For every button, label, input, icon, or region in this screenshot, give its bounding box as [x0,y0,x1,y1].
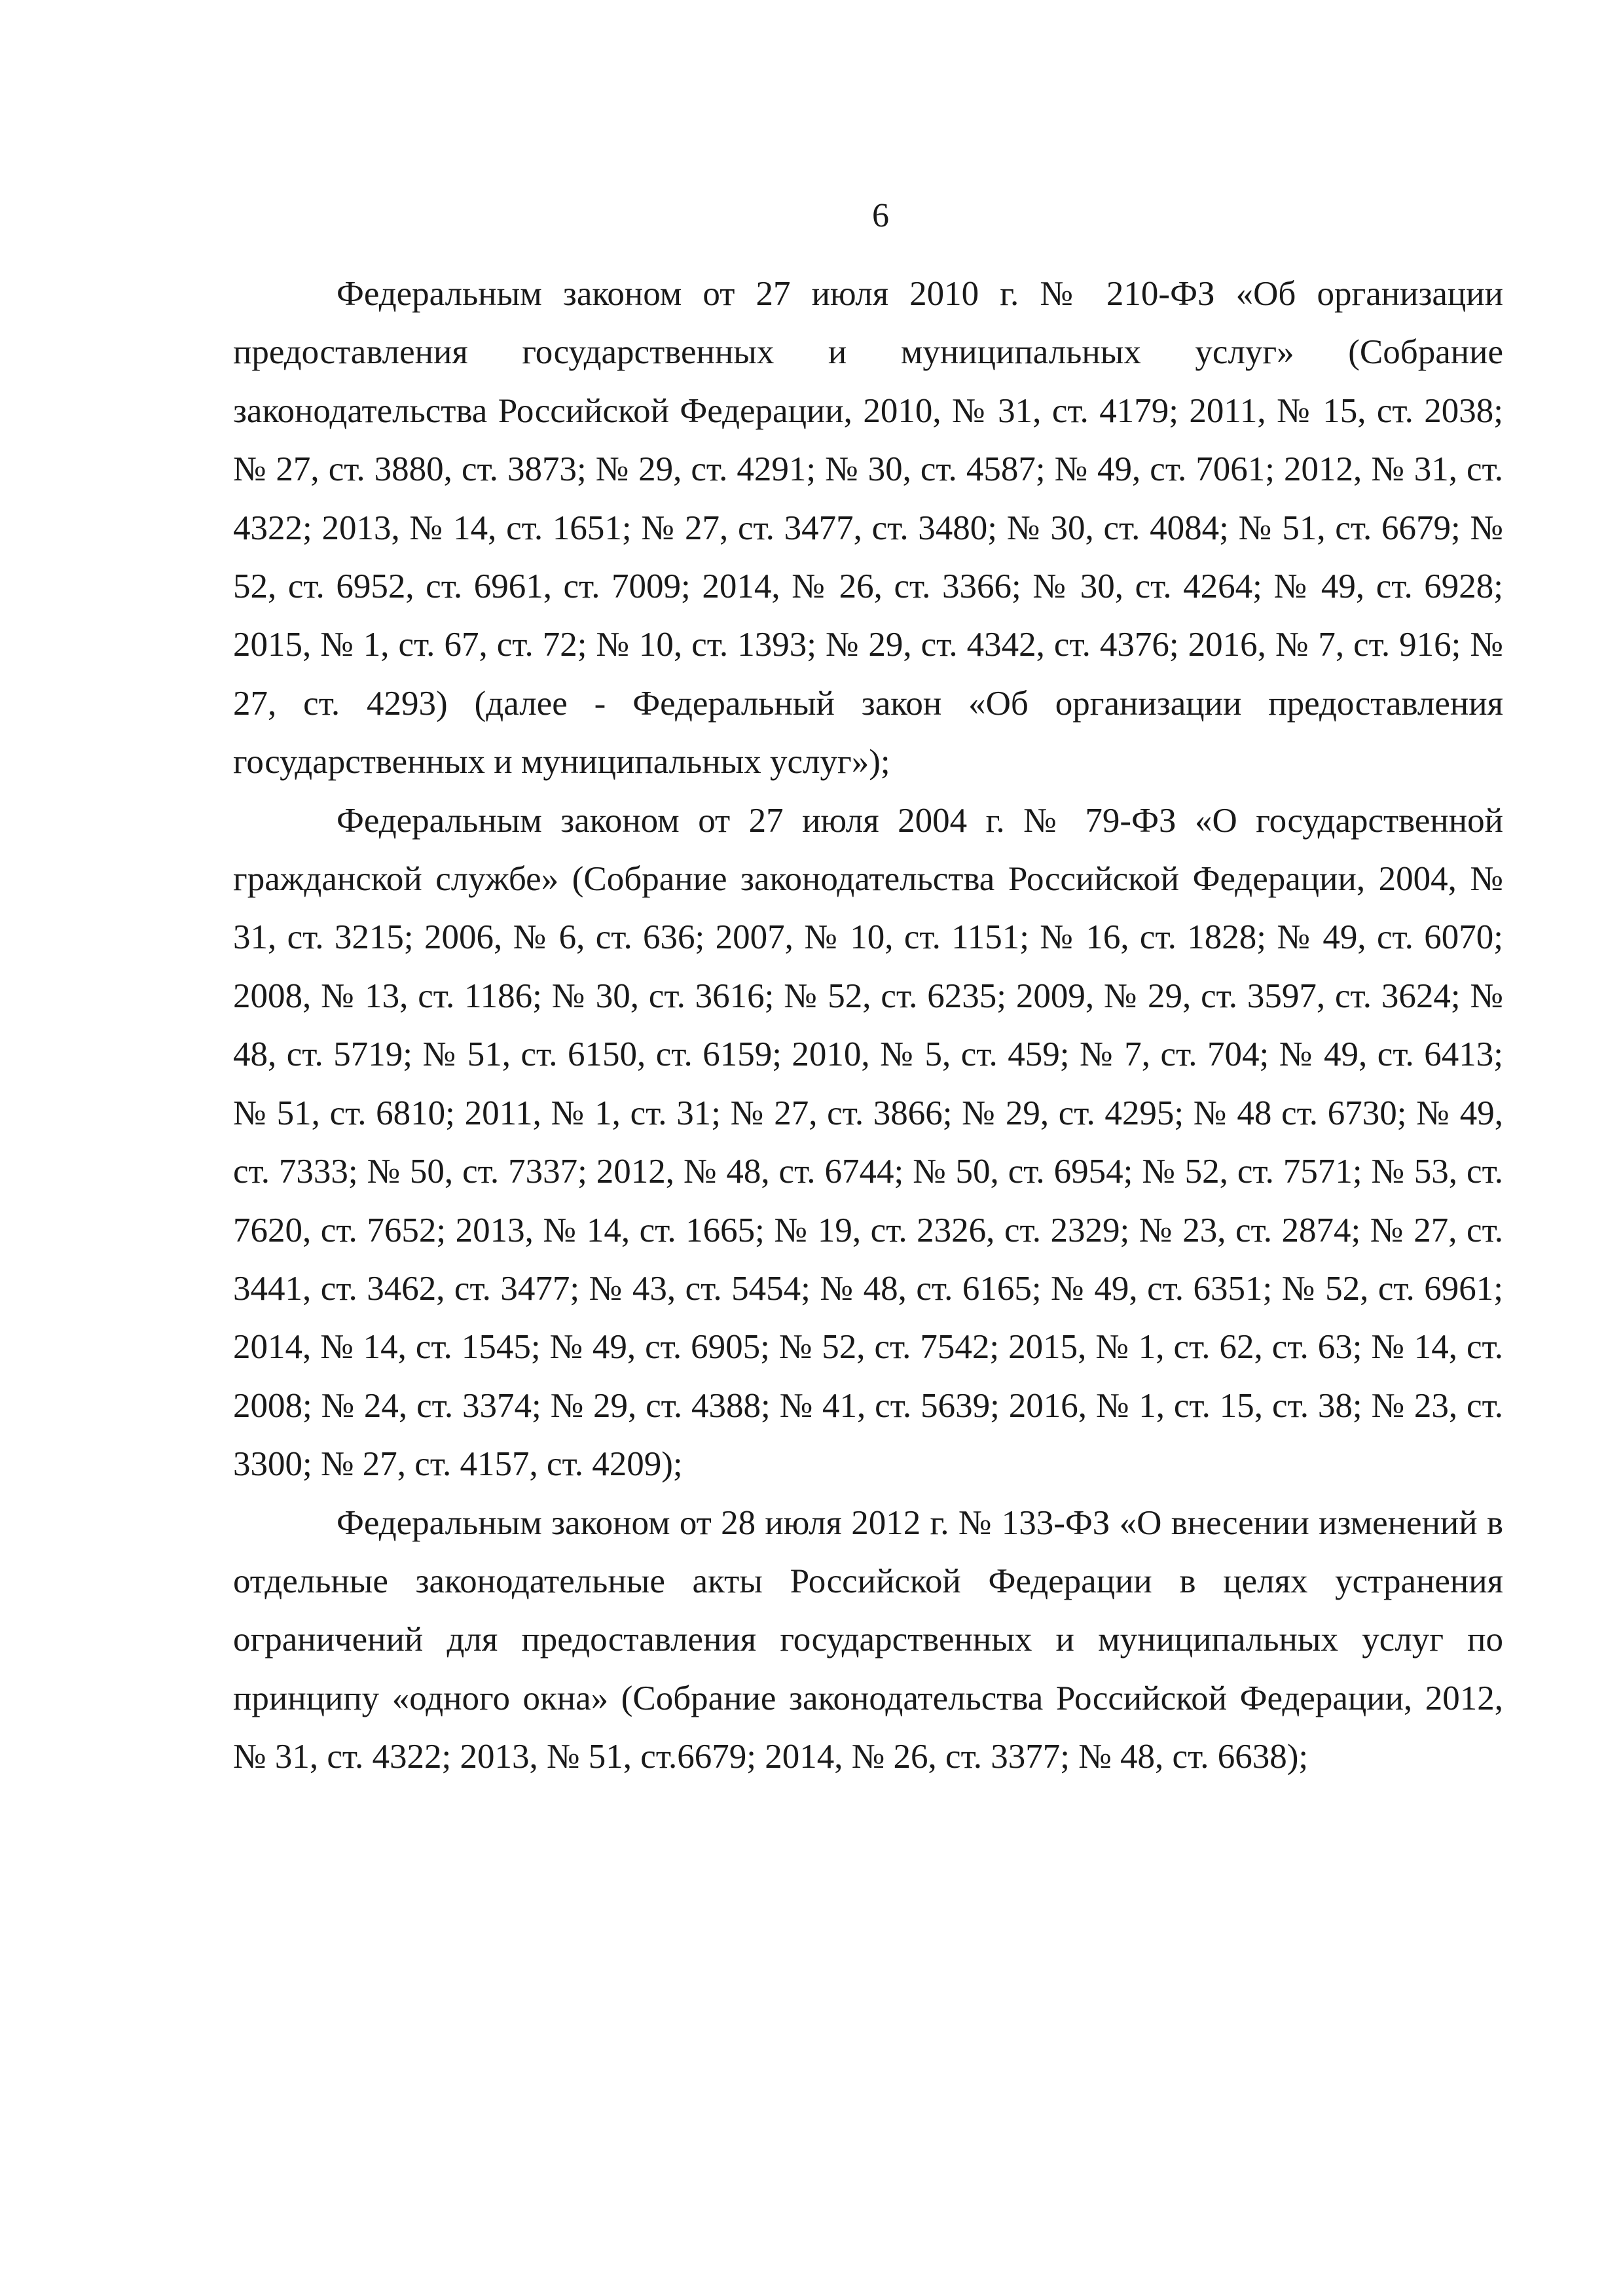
page-number: 6 [872,197,889,234]
paragraph-federal-law-79: Федеральным законом от 27 июля 2004 г. № 79-ФЗ «О государственной гражданской службе» (Собрание законодательства Российской Федерации, 2004, № 31, ст. 3215; 2006, № 6, ст. 636; 2007, № 10, ст. 1151; № 16, ст. 1828; № 49, ст. 6070; 2008, № 13, ст. 1186; № 30, ст. 3616; № 52, ст. 6235; 2009, № 29, ст. 3597, ст. 3624; № 48, ст. 5719; № 51, ст. 6150, ст. 6159; 2010, № 5, ст. 459; № 7, ст. 704; № 49, ст. 6413; № 51, ст. 6810; 2011, № 1, ст. 31; № 27, ст. 3866; № 29, ст. 4295; № 48 ст. 6730; № 49, ст. 7333; № 50, ст. 7337; 2012, № 48, ст. 6744; № 50, ст. 6954; № 52, ст. 7571; № 53, ст. 7620, ст. 7652; 2013, № 14, ст. 1665; № 19, ст. 2326, ст. 2329; № 23, ст. 2874; № 27, ст. 3441, ст. 3462, ст. 3477; № 43, ст. 5454; № 48, ст. 6165; № 49, ст. 6351; № 52, ст. 6961; 2014, № 14, ст. 1545; № 49, ст. 6905; № 52, ст. 7542; 2015, № 1, ст. 62, ст. 63; № 14, ст. 2008; № 24, ст. 3374; № 29, ст. 4388; № 41, ст. 5639; 2016, № 1, ст. 15, ст. 38; № 23, ст. 3300; № 27, ст. 4157, ст. 4209); [233,801,1503,1484]
paragraph-federal-law-133: Федеральным законом от 28 июля 2012 г. № 133-ФЗ «О внесении изменений в отдельные законодательные акты Российской Федерации в целях устранения ограничений для предоставления государственных и муниципальных услуг по принципу «одного окна» (Собрание законодательства Российской Федерации, 2012, № 31, ст. 4322; 2013, № 51, ст.6679; 2014, № 26, ст. 3377; № 48, ст. 6638); [233,1503,1503,1776]
paragraph-federal-law-210: Федеральным законом от 27 июля 2010 г. № 210-ФЗ «Об организации предоставления государственных и муниципальных услуг» (Собрание законодательства Российской Федерации, 2010, № 31, ст. 4179; 2011, № 15, ст. 2038; № 27, ст. 3880, ст. 3873; № 29, ст. 4291; № 30, ст. 4587; № 49, ст. 7061; 2012, № 31, ст. 4322; 2013, № 14, ст. 1651; № 27, ст. 3477, ст. 3480; № 30, ст. 4084; № 51, ст. 6679; № 52, ст. 6952, ст. 6961, ст. 7009; 2014, № 26, ст. 3366; № 30, ст. 4264; № 49, ст. 6928; 2015, № 1, ст. 67, ст. 72; № 10, ст. 1393; № 29, ст. 4342, ст. 4376; 2016, № 7, ст. 916; № 27, ст. 4293) (далее - Федеральный закон «Об организации предоставления государственных и муниципальных услуг»); [233,275,1503,781]
document-body [233,265,1503,1787]
